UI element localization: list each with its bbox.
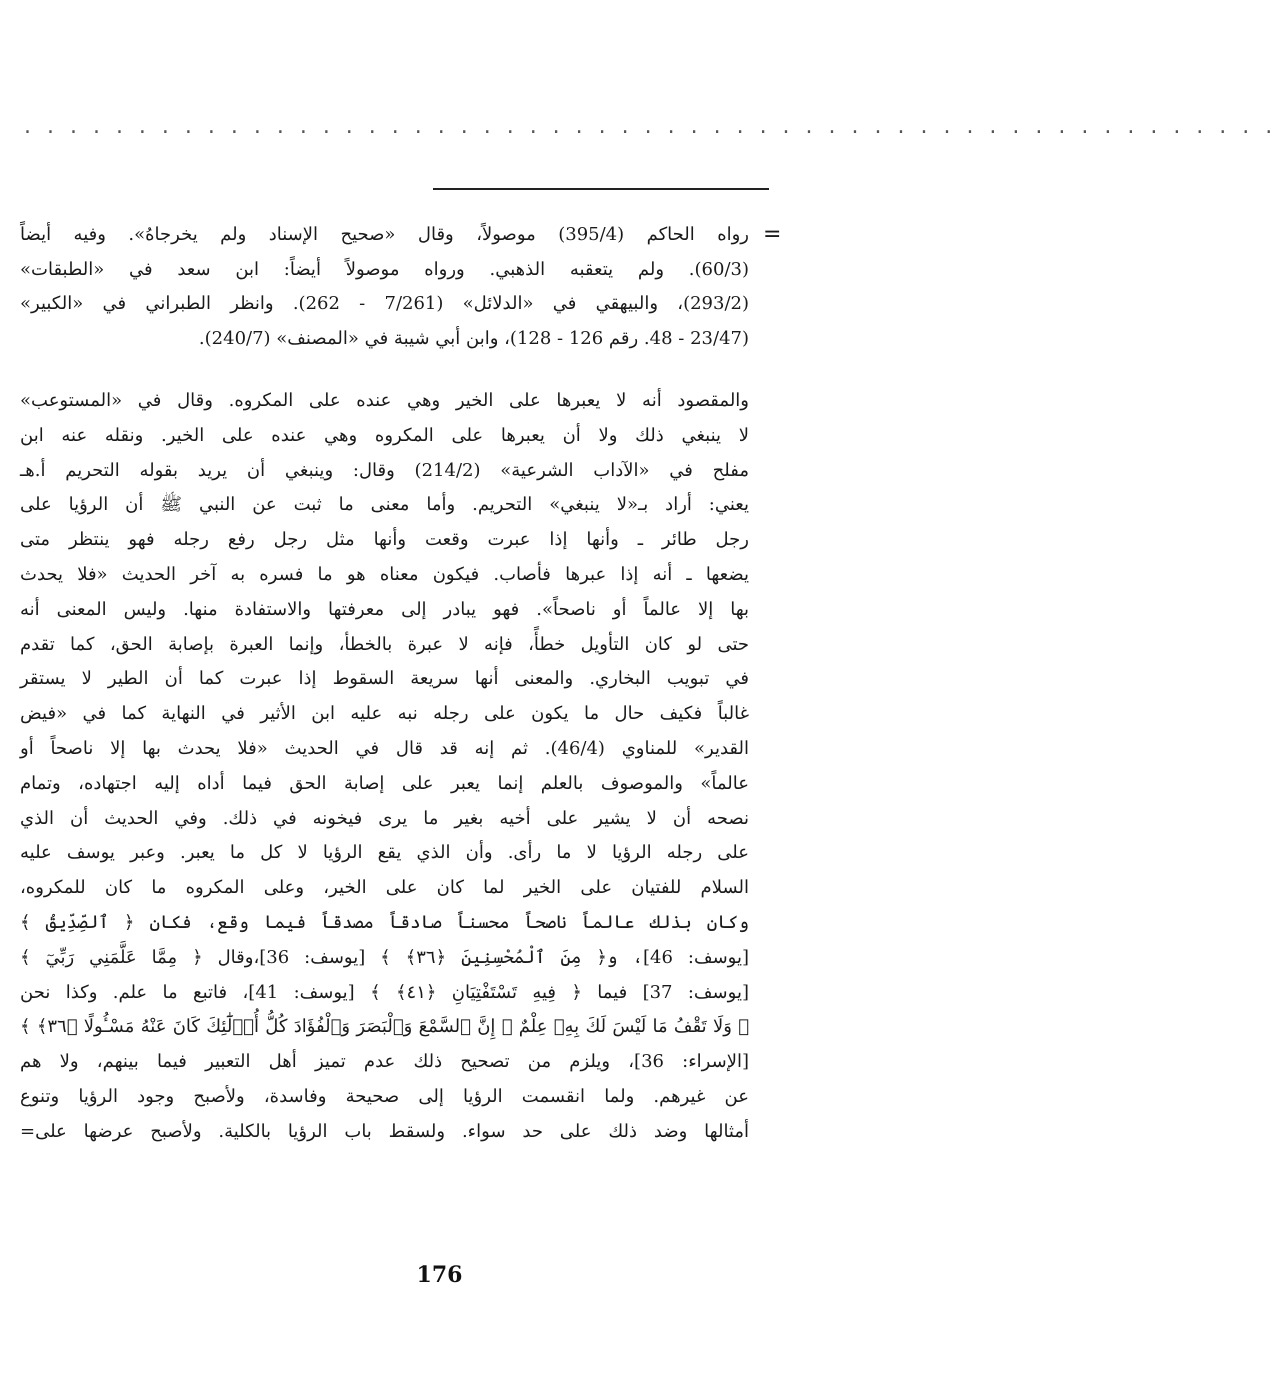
body-line: ﴿ وَلَا تَقْفُ مَا لَيْسَ لَكَ بِهِۦ عِلْمٌ ۚ إِنَّ ٱلسَّمْعَ وَٱلْبَصَرَ وَٱلْفُؤَادَ كُلُّ أُو۟لَٰٓئِكَ كَانَ عَنْهُ مَسْـُٔولًا ﴿٣٦﴾ ﴾ <box>20 1016 749 1038</box>
body-line: غالباً فكيف حال ما يكون على رجله نبه عليه ابن الأثير في النهاية كما في «فيض <box>20 703 749 725</box>
body-line: القدير» للمناوي (46/4). ثم إنه قد قال في الحديث «فلا يحدث بها إلا ناصحاً أو <box>20 737 749 759</box>
body-text <box>20 384 749 1150</box>
footnote-continuation-mark: = <box>763 222 782 247</box>
body-line: رجل طائر ـ وأنها إذا عبرت وقعت وأنها مثل رجل رفع رجله فهو ينتظر متى <box>20 529 749 551</box>
body-line: لا ينبغي ذلك ولا أن يعبرها على المكروه وهي عنده على الخير. ونقله عنه ابن <box>20 424 749 446</box>
body-line: حتى لو كان التأويل خطأً، فإنه لا عبرة بالخطأ، وإنما العبرة بإصابة الحق، كما تقدم <box>20 633 750 655</box>
body-line: يعني: أراد بـ«لا ينبغي» التحريم. وأما معنى ما ثبت عن النبي ﷺ أن الرؤيا على <box>20 494 749 516</box>
body-line: أمثالها وضد ذلك على حد سواء. ولسقط باب الرؤيا بالكلية. ولأصبح عرضها على= <box>20 1120 749 1142</box>
body-line: على رجله الرؤيا لا ما رأى. وأن الذي يقع الرؤيا لا كل ما يعبر. وعبر يوسف عليه <box>20 842 749 864</box>
dotted-separator: . . . . . . . . . . . . . . . . . . . . . . . . . . . . . . . . . . . . . . . . . . . . . . . . . . . . . . . <box>24 114 1277 139</box>
footnote-block <box>20 218 749 356</box>
footnote-line: (293/2)، والبيهقي في «الدلائل» (7/261 - 262). وانظر الطبراني في «الكبير» <box>20 293 749 314</box>
footnote-line: (60/3). ولم يتعقبه الذهبي. ورواه موصولاً أيضاً: ابن سعد في «الطبقات» <box>20 258 749 280</box>
footnote-line: رواه الحاكم (395/4) موصولاً، وقال «صحيح الإسناد ولم يخرجاهُ». وفيه أيضاً <box>20 224 750 245</box>
body-line: عن غيرهم. ولما انقسمت الرؤيا إلى صحيحة وفاسدة، ولأصبح وجود الرؤيا وتنوع <box>20 1085 749 1107</box>
body-line: [يوسف: 37] فيما ﴿ فِيهِ تَسْتَفْتِيَانِ ﴿٤١﴾ ﴾ [يوسف: 41]، فاتبع ما علم. وكذا نحن <box>20 981 749 1003</box>
body-line: مفلح في «الآداب الشرعية» (214/2) وقال: وينبغي أن يريد بقوله التحريم أ.هـ <box>20 459 749 481</box>
body-line: بها إلا عالماً أو ناصحاً». فهو يبادر إلى معرفتها والاستفادة منها. وليس المعنى أنه <box>20 598 749 620</box>
body-line: [الإسراء: 36]، ويلزم من تصحيح ذلك عدم تميز أهل التعبير فيما بينهم، ولا هم <box>20 1051 749 1073</box>
body-line: في تبويب البخاري. والمعنى أنها سريعة السقوط إذا عبرت كما أن الطير لا يستقر <box>20 668 749 690</box>
body-line: والمقصود أنه لا يعبرها على الخير وهي عنده على المكروه. وقال في «المستوعب» <box>20 390 749 411</box>
body-line: عالماً» والموصوف بالعلم إنما يعبر على إصابة الحق فيما أداه إليه اجتهاده، وتمام <box>20 772 749 794</box>
page-number: 176 <box>416 1262 463 1288</box>
body-line: السلام للفتيان على الخير لما كان على الخير، وعلى المكروه ما كان للمكروه، <box>20 877 749 899</box>
body-line: يضعها ـ أنه إذا عبرها فأصاب. فيكون معناه هو ما فسره به آخر الحديث «فلا يحدث <box>20 563 749 585</box>
body-line: وكان بذلك عالماً ناصحاً محسناً صادقاً مصدقاً فيما وقع، فكان ﴿ ٱلصِّدِّيقُ ﴾ <box>20 911 749 933</box>
footnote-line: (23/47 - 48. رقم 126 - 128)، وابن أبي شيبة في «المصنف» (240/7). <box>198 327 749 349</box>
body-line: نصحه أن لا يشير على أخيه بغير ما يرى فيخونه في ذلك. وفي الحديث أن الذي <box>20 807 749 829</box>
body-line: [يوسف: 46]، و﴿ مِنَ ٱلْمُحْسِنِينَ ﴿٣٦﴾ ﴾ [يوسف: 36]،وقال ﴿ مِمَّا عَلَّمَنِي رَبِّيٓ ﴾ <box>20 946 749 968</box>
footnote-rule <box>433 188 769 190</box>
